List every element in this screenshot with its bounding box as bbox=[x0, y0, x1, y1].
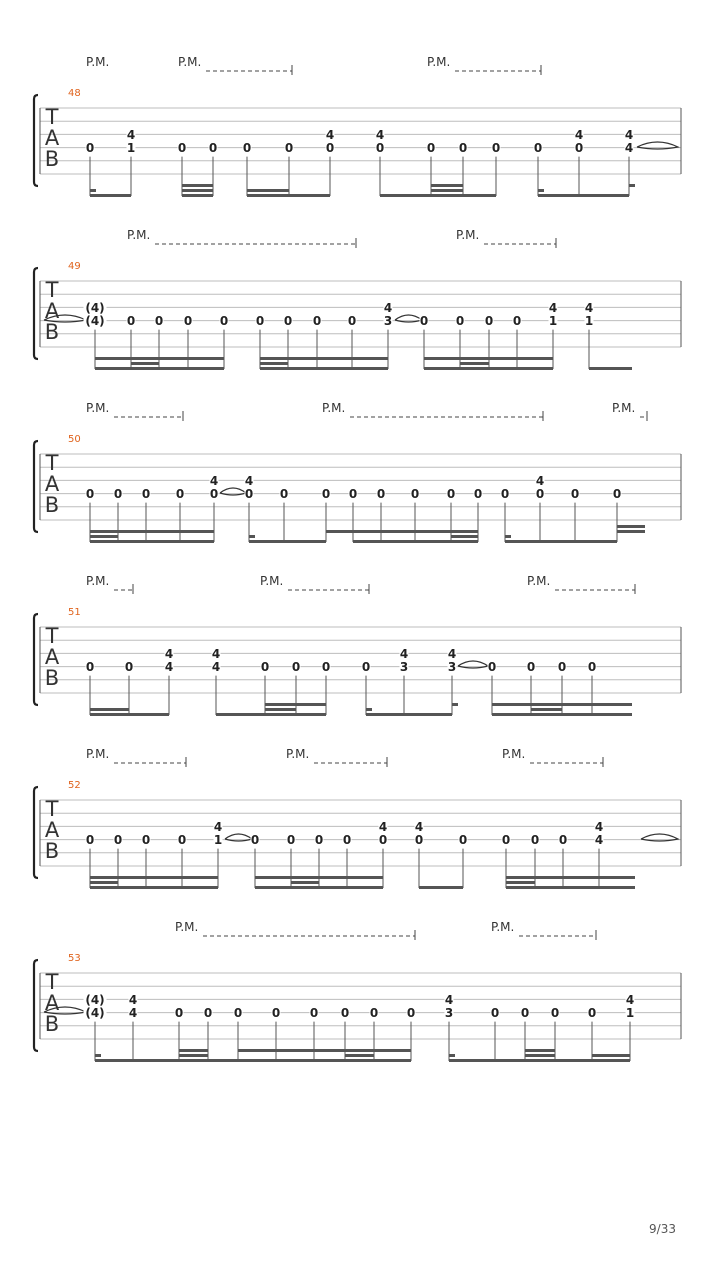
beam-secondary bbox=[179, 1049, 208, 1052]
fret-number: 0 bbox=[458, 833, 468, 848]
beam-primary bbox=[90, 713, 169, 716]
fret-number: 0 bbox=[141, 487, 151, 502]
page-number: 9/33 bbox=[649, 1222, 676, 1236]
fret-number: 0 bbox=[113, 487, 123, 502]
fret-number: 4 bbox=[211, 660, 221, 675]
system-bracket bbox=[34, 441, 38, 532]
beam-primary bbox=[538, 194, 629, 197]
fret-number: 0 bbox=[113, 833, 123, 848]
tab-system-53 bbox=[34, 920, 681, 1062]
fret-number: 0 bbox=[312, 314, 322, 329]
beam-secondary bbox=[353, 530, 478, 533]
tab-clef-letter: B bbox=[44, 666, 60, 690]
beam-secondary bbox=[90, 876, 218, 879]
fret-number: 0 bbox=[255, 314, 265, 329]
beam-secondary bbox=[265, 703, 326, 706]
fret-number: 0 bbox=[487, 660, 497, 675]
fret-number: 0 bbox=[85, 660, 95, 675]
palm-mute-label: P.M. bbox=[86, 747, 110, 761]
fret-number: 1 bbox=[625, 1006, 635, 1021]
beam-secondary bbox=[506, 876, 635, 879]
fret-number: 0 bbox=[85, 833, 95, 848]
palm-mute-label: P.M. bbox=[502, 747, 526, 761]
fret-number: 0 bbox=[321, 660, 331, 675]
bar-number: 53 bbox=[68, 953, 81, 964]
bar-number: 50 bbox=[68, 434, 81, 445]
beam-secondary bbox=[90, 189, 96, 192]
fret-number: 4 bbox=[624, 141, 634, 156]
fret-number: 0 bbox=[283, 314, 293, 329]
fret-number: 3 bbox=[399, 660, 409, 675]
palm-mute-label: P.M. bbox=[86, 401, 110, 415]
beam-secondary bbox=[265, 708, 296, 711]
tab-system-51 bbox=[34, 574, 681, 716]
beam-secondary bbox=[326, 530, 353, 533]
palm-mute-label: P.M. bbox=[491, 920, 515, 934]
beam-primary bbox=[95, 1059, 179, 1062]
tab-clef-letter: T bbox=[45, 970, 59, 994]
beam-primary bbox=[492, 713, 632, 716]
beam-secondary bbox=[95, 1054, 101, 1057]
palm-mute-label: P.M. bbox=[322, 401, 346, 415]
fret-number: 0 bbox=[175, 487, 185, 502]
fret-number: 0 bbox=[203, 1006, 213, 1021]
beam-secondary bbox=[525, 1054, 555, 1057]
fret-number: 4 bbox=[594, 819, 604, 834]
beam-secondary bbox=[182, 184, 213, 187]
fret-number: 0 bbox=[369, 1006, 379, 1021]
tab-clef-letter: B bbox=[44, 147, 60, 171]
beam-primary bbox=[179, 1059, 238, 1062]
beam-secondary bbox=[452, 703, 458, 706]
system-bracket bbox=[34, 268, 38, 359]
tab-clef-letter: B bbox=[44, 493, 60, 517]
bar-number: 49 bbox=[68, 261, 81, 272]
fret-number: 0 bbox=[260, 660, 270, 675]
palm-mute-label: P.M. bbox=[427, 55, 451, 69]
beam-secondary bbox=[95, 357, 224, 360]
fret-number: 3 bbox=[447, 660, 457, 675]
beam-secondary bbox=[260, 357, 388, 360]
fret-number: 0 bbox=[177, 141, 187, 156]
fret-number: 0 bbox=[242, 141, 252, 156]
beam-primary bbox=[90, 886, 218, 889]
fret-number: 4 bbox=[128, 1006, 138, 1021]
beam-primary bbox=[353, 540, 478, 543]
palm-mute-label: P.M. bbox=[86, 55, 110, 69]
beam-secondary bbox=[492, 703, 632, 706]
tab-clef-letter: A bbox=[44, 991, 60, 1015]
beam-secondary bbox=[617, 525, 645, 528]
beam-primary bbox=[90, 194, 131, 197]
fret-number: 0 bbox=[533, 141, 543, 156]
tab-clef-letter: T bbox=[45, 451, 59, 475]
beam-secondary bbox=[90, 530, 214, 533]
tab-clef-letter: B bbox=[44, 320, 60, 344]
fret-number: 4 bbox=[209, 473, 219, 488]
beam-secondary bbox=[260, 362, 288, 365]
fret-number: 4 bbox=[383, 300, 393, 315]
fret-number: 4 bbox=[378, 819, 388, 834]
tab-system-50 bbox=[34, 401, 681, 543]
fret-number: 0 bbox=[233, 1006, 243, 1021]
fret-number: 0 bbox=[491, 141, 501, 156]
fret-number: 0 bbox=[426, 141, 436, 156]
bar-number: 52 bbox=[68, 780, 81, 791]
fret-number: 0 bbox=[279, 487, 289, 502]
fret-number: 0 bbox=[535, 487, 545, 502]
beam-secondary bbox=[617, 530, 645, 533]
fret-number: 0 bbox=[419, 314, 429, 329]
fret-number: 0 bbox=[85, 487, 95, 502]
tab-clef-letter: A bbox=[44, 472, 60, 496]
system-bracket bbox=[34, 614, 38, 705]
palm-mute-label: P.M. bbox=[286, 747, 310, 761]
fret-number: 0 bbox=[587, 660, 597, 675]
fret-number: 0 bbox=[177, 833, 187, 848]
fret-number: 0 bbox=[141, 833, 151, 848]
fret-number: 4 bbox=[164, 646, 174, 661]
beam-primary bbox=[249, 540, 326, 543]
fret-number: (4) bbox=[85, 300, 105, 315]
tab-clef-letter: B bbox=[44, 839, 60, 863]
beam-secondary bbox=[538, 189, 544, 192]
fret-number: 4 bbox=[128, 992, 138, 1007]
system-bracket bbox=[34, 95, 38, 186]
fret-number: 0 bbox=[530, 833, 540, 848]
fret-number: 4 bbox=[244, 473, 254, 488]
fret-number: 0 bbox=[321, 487, 331, 502]
fret-number: 0 bbox=[348, 487, 358, 502]
beam-secondary bbox=[291, 881, 319, 884]
fret-number: 1 bbox=[126, 141, 136, 156]
tab-clef-letter: A bbox=[44, 299, 60, 323]
bar-number: 51 bbox=[68, 607, 81, 618]
beam-primary bbox=[95, 367, 224, 370]
beam-primary bbox=[525, 1059, 592, 1062]
fret-number: 0 bbox=[124, 660, 134, 675]
fret-number: 4 bbox=[594, 833, 604, 848]
fret-number: 0 bbox=[314, 833, 324, 848]
fret-number: 0 bbox=[183, 314, 193, 329]
fret-number: 0 bbox=[325, 141, 335, 156]
fret-number: 4 bbox=[325, 127, 335, 142]
fret-number: 0 bbox=[512, 314, 522, 329]
fret-number: (4) bbox=[85, 1006, 105, 1021]
fret-number: 4 bbox=[213, 819, 223, 834]
fret-number: 1 bbox=[584, 314, 594, 329]
fret-number: 0 bbox=[570, 487, 580, 502]
fret-number: 0 bbox=[250, 833, 260, 848]
fret-number: 0 bbox=[446, 487, 456, 502]
fret-number: 0 bbox=[126, 314, 136, 329]
fret-number: 4 bbox=[444, 992, 454, 1007]
beam-primary bbox=[380, 194, 496, 197]
fret-number: 0 bbox=[347, 314, 357, 329]
fret-number: 0 bbox=[309, 1006, 319, 1021]
beam-secondary bbox=[506, 881, 535, 884]
fret-number: 4 bbox=[447, 646, 457, 661]
fret-number: 0 bbox=[550, 1006, 560, 1021]
tab-system-48 bbox=[34, 55, 681, 197]
tab-system-52 bbox=[34, 747, 681, 889]
fret-number: 0 bbox=[500, 487, 510, 502]
palm-mute-label: P.M. bbox=[527, 574, 551, 588]
beam-secondary bbox=[366, 708, 372, 711]
fret-number: 0 bbox=[557, 660, 567, 675]
beam-primary bbox=[238, 1059, 411, 1062]
tab-clef-letter: A bbox=[44, 126, 60, 150]
beam-secondary bbox=[249, 535, 255, 538]
beam-primary bbox=[424, 367, 553, 370]
fret-number: 0 bbox=[458, 141, 468, 156]
beam-primary bbox=[592, 1059, 630, 1062]
tab-clef-letter: B bbox=[44, 1012, 60, 1036]
fret-number: 4 bbox=[375, 127, 385, 142]
beam-secondary bbox=[345, 1054, 374, 1057]
fret-number: 0 bbox=[361, 660, 371, 675]
fret-number: 0 bbox=[342, 833, 352, 848]
fret-number: 0 bbox=[154, 314, 164, 329]
fret-number: 4 bbox=[548, 300, 558, 315]
fret-number: 0 bbox=[208, 141, 218, 156]
fret-number: 1 bbox=[213, 833, 223, 848]
palm-mute-label: P.M. bbox=[86, 574, 110, 588]
beam-secondary bbox=[182, 189, 213, 192]
beam-primary bbox=[505, 540, 617, 543]
beam-secondary bbox=[90, 535, 118, 538]
beam-primary bbox=[182, 194, 213, 197]
system-bracket bbox=[34, 787, 38, 878]
fret-number: 0 bbox=[587, 1006, 597, 1021]
palm-mute-label: P.M. bbox=[178, 55, 202, 69]
palm-mute-label: P.M. bbox=[260, 574, 284, 588]
fret-number: 0 bbox=[473, 487, 483, 502]
beam-secondary bbox=[131, 362, 159, 365]
beam-secondary bbox=[179, 1054, 208, 1057]
fret-number: (4) bbox=[85, 314, 105, 329]
beam-primary bbox=[216, 713, 326, 716]
beam-secondary bbox=[525, 1049, 555, 1052]
fret-number: 4 bbox=[211, 646, 221, 661]
beam-secondary bbox=[629, 184, 635, 187]
fret-number: 0 bbox=[378, 833, 388, 848]
tab-clef-letter: A bbox=[44, 818, 60, 842]
beam-secondary bbox=[238, 1049, 411, 1052]
tab-clef-letter: T bbox=[45, 797, 59, 821]
fret-number: 0 bbox=[244, 487, 254, 502]
palm-mute-label: P.M. bbox=[612, 401, 636, 415]
beam-secondary bbox=[424, 357, 553, 360]
tab-clef-letter: T bbox=[45, 105, 59, 129]
system-bracket bbox=[34, 960, 38, 1051]
tab-clef-letter: A bbox=[44, 645, 60, 669]
fret-number: 3 bbox=[444, 1006, 454, 1021]
beam-secondary bbox=[451, 535, 478, 538]
beam-primary bbox=[419, 886, 463, 889]
beam-secondary bbox=[592, 1054, 630, 1057]
beam-primary bbox=[449, 1059, 525, 1062]
fret-number: 0 bbox=[612, 487, 622, 502]
beam-secondary bbox=[460, 362, 489, 365]
beam-secondary bbox=[90, 708, 129, 711]
fret-number: 4 bbox=[164, 660, 174, 675]
fret-number: 0 bbox=[526, 660, 536, 675]
fret-number: 1 bbox=[548, 314, 558, 329]
fret-number: 0 bbox=[291, 660, 301, 675]
fret-number: 0 bbox=[376, 487, 386, 502]
palm-mute-label: P.M. bbox=[175, 920, 199, 934]
fret-number: 0 bbox=[406, 1006, 416, 1021]
fret-number: 0 bbox=[455, 314, 465, 329]
beam-secondary bbox=[255, 876, 383, 879]
fret-number: 4 bbox=[574, 127, 584, 142]
fret-number: 0 bbox=[284, 141, 294, 156]
fret-number: 0 bbox=[410, 487, 420, 502]
beam-primary bbox=[247, 194, 330, 197]
fret-number: 0 bbox=[520, 1006, 530, 1021]
beam-primary bbox=[506, 886, 635, 889]
fret-number: 0 bbox=[414, 833, 424, 848]
fret-number: 0 bbox=[501, 833, 511, 848]
beam-primary bbox=[260, 367, 388, 370]
fret-number: 0 bbox=[219, 314, 229, 329]
beam-primary bbox=[366, 713, 452, 716]
tab-clef-letter: T bbox=[45, 278, 59, 302]
beam-secondary bbox=[531, 708, 562, 711]
fret-number: (4) bbox=[85, 992, 105, 1007]
fret-number: 0 bbox=[286, 833, 296, 848]
palm-mute-label: P.M. bbox=[456, 228, 480, 242]
fret-number: 0 bbox=[209, 487, 219, 502]
beam-secondary bbox=[431, 189, 463, 192]
fret-number: 0 bbox=[490, 1006, 500, 1021]
fret-number: 3 bbox=[383, 314, 393, 329]
tab-system-49 bbox=[34, 228, 681, 370]
fret-number: 0 bbox=[174, 1006, 184, 1021]
fret-number: 0 bbox=[484, 314, 494, 329]
fret-number: 0 bbox=[340, 1006, 350, 1021]
beam-primary bbox=[255, 886, 383, 889]
beam-secondary bbox=[247, 189, 289, 192]
beam-secondary bbox=[431, 184, 463, 187]
fret-number: 4 bbox=[414, 819, 424, 834]
beam-secondary bbox=[449, 1054, 455, 1057]
fret-number: 0 bbox=[271, 1006, 281, 1021]
beam-primary bbox=[589, 367, 632, 370]
fret-number: 4 bbox=[624, 127, 634, 142]
tab-clef-letter: T bbox=[45, 624, 59, 648]
fret-number: 4 bbox=[584, 300, 594, 315]
palm-mute-label: P.M. bbox=[127, 228, 151, 242]
fret-number: 4 bbox=[535, 473, 545, 488]
beam-primary bbox=[90, 540, 214, 543]
fret-number: 0 bbox=[375, 141, 385, 156]
fret-number: 4 bbox=[399, 646, 409, 661]
fret-number: 0 bbox=[574, 141, 584, 156]
fret-number: 4 bbox=[126, 127, 136, 142]
fret-number: 0 bbox=[558, 833, 568, 848]
beam-secondary bbox=[505, 535, 511, 538]
fret-number: 4 bbox=[625, 992, 635, 1007]
bar-number: 48 bbox=[68, 88, 81, 99]
fret-number: 0 bbox=[85, 141, 95, 156]
beam-secondary bbox=[90, 881, 118, 884]
